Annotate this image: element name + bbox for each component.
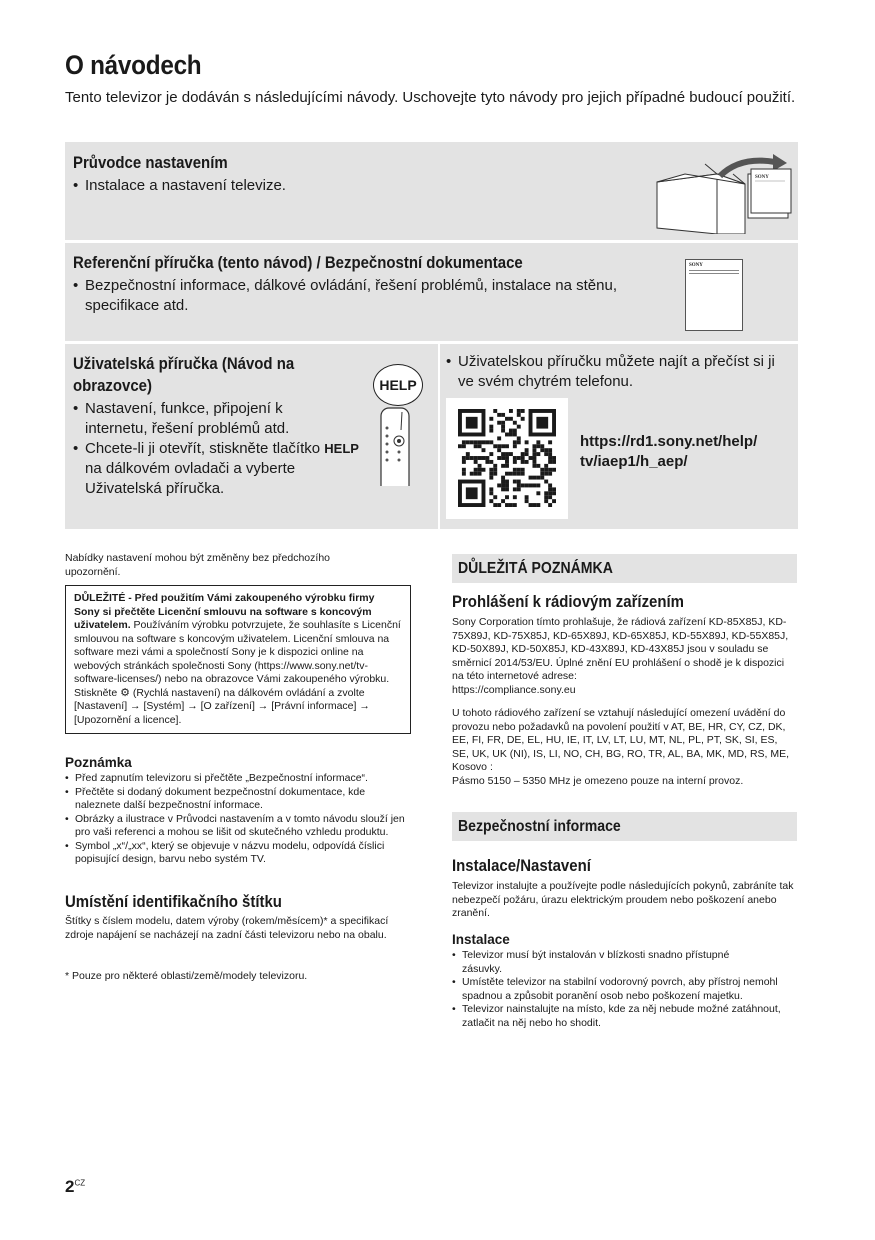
poznamka-item: • Symbol „x“/„xx“, který se objevuje v názvu modelu, odpovídá číslici popisující design, barvu nebo systém TV. [65,840,411,867]
help-bubble [373,364,423,406]
license-notice-text: Používáním výrobku potvrzujete, že souhlasíte s Licenční smlouvou na software s koncovým uživatelem. Licenční smlouva na software mezi vámi a společností Sony je k dispozici online na webových stránkách společnosti Sony (https://www.sony.net/tv-software-licenses/) nebo na obrazovce Vámi zakoupeného výrobku. Stiskněte [74,619,401,699]
user-guide-title-line1: Uživatelská příručka (Návod na [73,354,295,373]
page-number [65,1177,85,1197]
gear-icon: ⚙ [120,686,130,699]
qr-code-panel [446,398,568,519]
reference-guide-brand: SONY [689,263,703,268]
installation-subtitle: Instalace [452,932,510,947]
license-notice-box [65,585,411,734]
help-button-ref: HELP [324,441,359,456]
user-guide-url-line1: https://rd1.sony.net/help/ [580,433,758,450]
box-guide-illustration [645,154,795,234]
poznamka-title: Poznámka [65,755,132,770]
installation-list [452,949,797,1030]
poznamka-item: • Obrázky a ilustrace v Průvodci nastavením a v tomto návodu slouží jen pro vaši referenci a mohou se lišit od skutečného vzhledu produktu. [65,813,411,840]
poznamka-list [65,772,411,867]
label-location-title: Umístění identifikačního štítku [65,892,282,911]
radio-declaration-text [452,616,797,697]
user-guide-online-box [440,344,798,529]
user-guide-online-bullet: • Uživatelskou příručku můžete najít a přečíst si ji ve svém chytrém telefonu. [446,352,786,392]
setup-guide-box [65,142,798,240]
radio-declaration-url: https://compliance.sony.eu [452,683,576,696]
reference-guide-bullet: • Bezpečnostní informace, dálkové ovládání, řešení problémů, instalace na stěnu, specifikace atd. [73,276,663,316]
user-guide-bullet-2-text: Chcete-li ji otevřít, stiskněte tlačítko [85,440,325,457]
user-guide-title-line2: obrazovce) [73,376,152,395]
radio-band-note: Pásmo 5150 – 5350 MHz je omezeno pouze na interní provoz. [452,774,744,787]
setup-guide-bullet: • Instalace a nastavení televize. [73,176,593,196]
intro-text: Tento televizor je dodáván s následujícími návody. Uschovejte tyto návody pro jejich případné budoucí použití. [65,89,796,106]
page-title: O návodech [65,50,202,80]
installation-item: • Televizor nainstalujte na místo, kde za něj nebude možné zatáhnout, zatlačit na něj nebo ho shodit. [452,1003,782,1030]
setup-guide-brand: SONY [755,175,769,180]
radio-declaration-body: Sony Corporation tímto prohlašuje, že rádiová zařízení KD-85X85J, KD-75X89J, KD-75X85J, KD-65X89J, KD-65X85J, KD-55X89J, KD-55X85J, KD-50X89J, KD-50X85J, KD-43X89J, KD-43X85J jsou v souladu se směrnicí 2014/53/EU. Úplné znění EU prohlášení o shodě je k dispozici na této internetové adrese: [452,616,789,682]
installation-title: Instalace/Nastavení [452,856,591,875]
qr-code [458,409,556,507]
footnote: * Pouze pro některé oblasti/země/modely televizoru. [65,970,308,982]
user-guide-box [65,344,438,529]
poznamka-item: • Před zapnutím televizoru si přečtěte „Bezpečnostní informace“. [65,772,411,786]
radio-restriction-body: U tohoto rádiového zařízení se vztahují následující omezení uvádění do provozu nebo požadavků na povolení použití v AT, BE, HR, CY, CZ, DK, EE, FI, FR, DE, EL, HU, IE, IT, LV, LT, LU, MT, NL, PL, PT, SK, SI, ES, SE, UK, UK (NI), IS, LI, NO, CH, BG, RO, TR, AL, BA, MK, MD, RS, ME, Kosovo : [452,707,790,773]
radio-restriction-text [452,707,797,788]
user-guide-bullet-1: • Nastavení, funkce, připojení k internetu, řešení problémů atd. [73,399,323,439]
user-guide-bullet-2-text-end: na dálkovém ovladači a vyberte Uživatelská příručka. [85,460,296,497]
label-location-text: Štítky s číslem modelu, datem výroby (rokem/měsícem)* a specifikací zdroje napájení se nacházejí na zadní části televizoru nebo na obalu. [65,915,389,941]
change-note: Nabídky nastavení mohou být změněny bez předchozího upozornění. [65,552,330,578]
page-number-value: 2 [65,1177,75,1196]
safety-info-band [452,812,797,841]
installation-item: • Umístěte televizor na stabilní vodorovný povrch, aby přístroj nemohl spadnou a způsobit poranění osob nebo poškození majetku. [452,976,787,1003]
setup-guide-title: Průvodce nastavením [73,153,228,172]
reference-guide-box [65,243,798,341]
help-bubble-label: HELP [379,377,417,393]
license-notice-text-end: (Rychlá nastavení) na dálkovém ovládání a zvolte [Nastavení] → [Systém] → [O zařízení] → [Právní informace] → [Upozornění a licence]. [74,686,370,726]
user-guide-bullet-2 [73,439,363,499]
important-note-heading: DŮLEŽITÁ POZNÁMKA [458,560,613,577]
radio-declaration-title: Prohlášení k rádiovým zařízením [452,592,684,611]
reference-guide-booklet [685,259,743,331]
installation-item: • Televizor musí být instalován v blízkosti snadno přístupné zásuvky. [452,949,772,976]
reference-guide-title: Referenční příručka (tento návod) / Bezpečnostní dokumentace [73,253,523,272]
poznamka-item: • Přečtěte si dodaný dokument bezpečnostní dokumentace, kde naleznete další bezpečnostní informace. [65,786,411,813]
safety-info-heading: Bezpečnostní informace [458,818,621,835]
installation-text: Televizor instalujte a používejte podle následujících pokynů, zabráníte tak nebezpečí požáru, úrazu elektrickým proudem nebo poškození anebo zranění. [452,880,794,919]
remote-control-icon [377,406,413,486]
user-guide-url-line2: tv/iaep1/h_aep/ [580,453,688,470]
page-lang: CZ [74,1178,86,1188]
user-guide-url[interactable] [580,432,757,472]
important-note-band [452,554,797,583]
license-notice-bold: DŮLEŽITÉ - Před použitím Vámi zakoupeného výrobku firmy Sony si přečtěte Licenční smlouvu na software s koncovým uživatelem. [74,592,375,631]
